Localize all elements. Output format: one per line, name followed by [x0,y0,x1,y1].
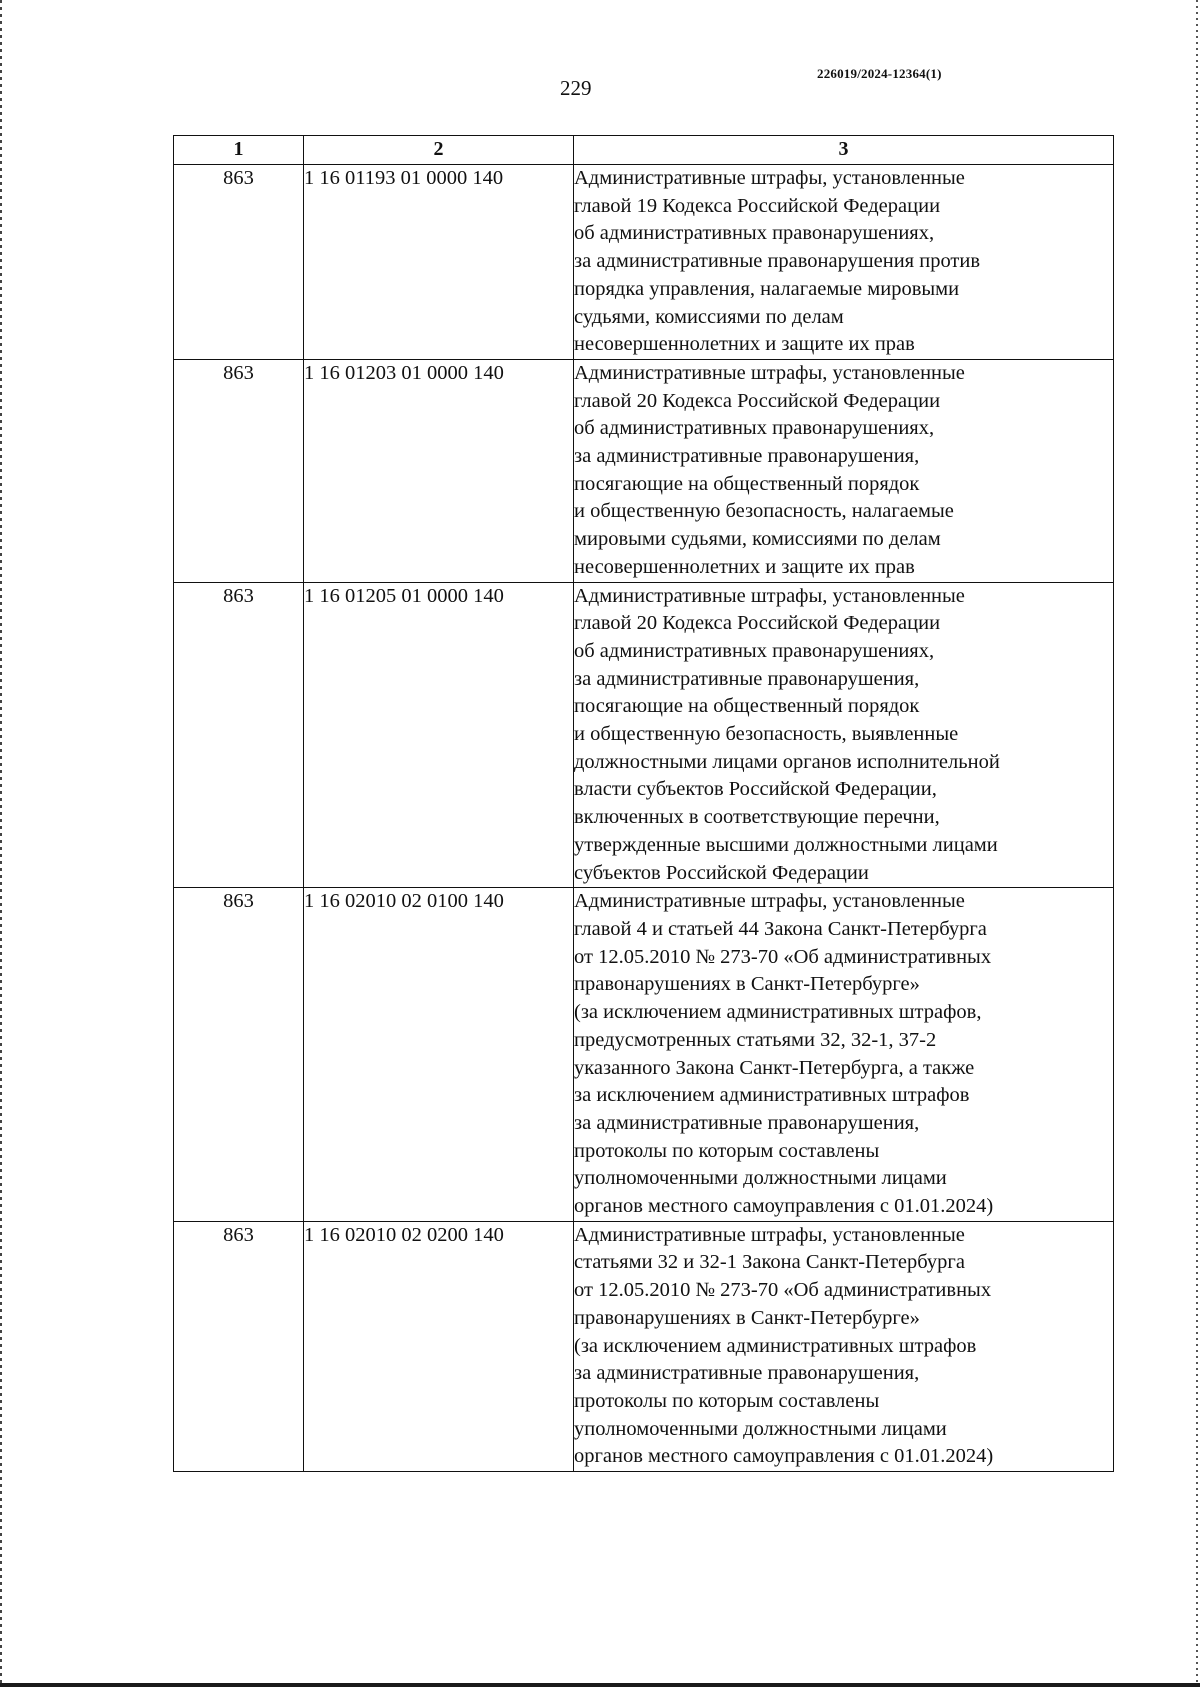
description-line: уполномоченными должностными лицами [574,1417,947,1440]
description-line: за административные правонарушения, [574,1111,920,1134]
scan-edge-left [0,0,2,1687]
description-line: Административные штрафы, установленные [574,584,965,607]
description-line: предусмотренных статьями 32, 32-1, 37-2 [574,1028,937,1051]
description-cell [574,1221,1114,1471]
description-line: порядка управления, налагаемые мировыми [574,277,960,300]
description-line: посягающие на общественный порядок [574,472,920,495]
description-line: протоколы по которым составлены [574,1139,880,1162]
kbk-code-cell: 1 16 02010 02 0200 140 [304,1221,574,1471]
admin-code-cell: 863 [174,582,304,888]
table-body [174,165,1114,1472]
table-row [174,888,1114,1221]
kbk-code-cell: 1 16 01205 01 0000 140 [304,582,574,888]
description-line: органов местного самоуправления с 01.01.2024) [574,1195,994,1218]
description-cell [574,165,1114,360]
admin-code-cell: 863 [174,1221,304,1471]
description-line: включенных в соответствующие перечни, [574,806,940,829]
table-header [174,136,1114,165]
admin-code-cell: 863 [174,165,304,360]
description-cell [574,359,1114,582]
column-header-2: 2 [304,136,574,165]
admin-code-cell: 863 [174,359,304,582]
description-line: от 12.05.2010 № 273-70 «Об административных [574,945,992,968]
description-line: Административные штрафы, установленные [574,890,965,913]
kbk-code-cell: 1 16 02010 02 0100 140 [304,888,574,1221]
table-row [174,165,1114,360]
description-line: несовершеннолетних и защите их прав [574,333,915,356]
description-line: от 12.05.2010 № 273-70 «Об административных [574,1279,992,1302]
description-line: главой 20 Кодекса Российской Федерации [574,389,941,412]
description-line: за административные правонарушения, [574,1362,920,1385]
description-line: правонарушениях в Санкт-Петербурге» [574,1306,920,1329]
description-line: об административных правонарушениях, [574,417,935,440]
description-line: несовершеннолетних и защите их прав [574,555,915,578]
description-line: Административные штрафы, установленные [574,167,965,189]
description-line: судьями, комиссиями по делам [574,305,844,328]
description-line: за административные правонарушения, [574,445,920,468]
description-line: главой 19 Кодекса Российской Федерации [574,194,941,217]
description-line: статьями 32 и 32-1 Закона Санкт-Петербурга [574,1251,965,1274]
description-line: Административные штрафы, установленные [574,361,965,384]
description-line: мировыми судьями, комиссиями по делам [574,528,941,551]
description-line: об административных правонарушениях, [574,639,935,662]
admin-code-cell: 863 [174,888,304,1221]
description-cell [574,888,1114,1221]
description-line: (за исключением административных штрафов [574,1334,977,1357]
description-line: должностными лицами органов исполнительной [574,750,1000,773]
description-line: главой 20 Кодекса Российской Федерации [574,612,941,635]
description-line: за административные правонарушения, [574,667,920,690]
description-line: власти субъектов Российской Федерации, [574,778,937,801]
description-line: за административные правонарушения против [574,250,981,273]
scan-edge-right [1196,0,1198,1687]
description-line: правонарушениях в Санкт-Петербурге» [574,973,920,996]
column-header-3: 3 [574,136,1114,165]
document-id: 226019/2024-12364(1) [817,66,942,81]
description-line: органов местного самоуправления с 01.01.2024) [574,1445,994,1468]
description-line: и общественную безопасность, выявленные [574,723,959,746]
description-line: Административные штрафы, установленные [574,1223,965,1246]
table-header-row [174,136,1114,165]
kbk-code-cell: 1 16 01193 01 0000 140 [304,165,574,360]
description-line: за исключением административных штрафов [574,1084,970,1107]
budget-codes-table [173,135,1114,1472]
description-cell [574,582,1114,888]
table-row [174,359,1114,582]
description-line: главой 4 и статьей 44 Закона Санкт-Петербурга [574,917,987,940]
description-line: указанного Закона Санкт-Петербурга, а также [574,1056,975,1079]
description-line: протоколы по которым составлены [574,1389,880,1412]
description-line: и общественную безопасность, налагаемые [574,500,954,523]
description-line: субъектов Российской Федерации [574,861,869,884]
kbk-code-cell: 1 16 01203 01 0000 140 [304,359,574,582]
description-line: (за исключением административных штрафов, [574,1001,982,1024]
column-header-1: 1 [174,136,304,165]
description-line: посягающие на общественный порядок [574,695,920,718]
page-number: 229 [560,76,592,100]
description-line: об административных правонарушениях, [574,222,935,245]
table-row [174,1221,1114,1471]
table-row [174,582,1114,888]
description-line: утвержденные высшими должностными лицами [574,833,998,856]
description-line: уполномоченными должностными лицами [574,1167,947,1190]
scan-edge-bottom [0,1683,1200,1687]
